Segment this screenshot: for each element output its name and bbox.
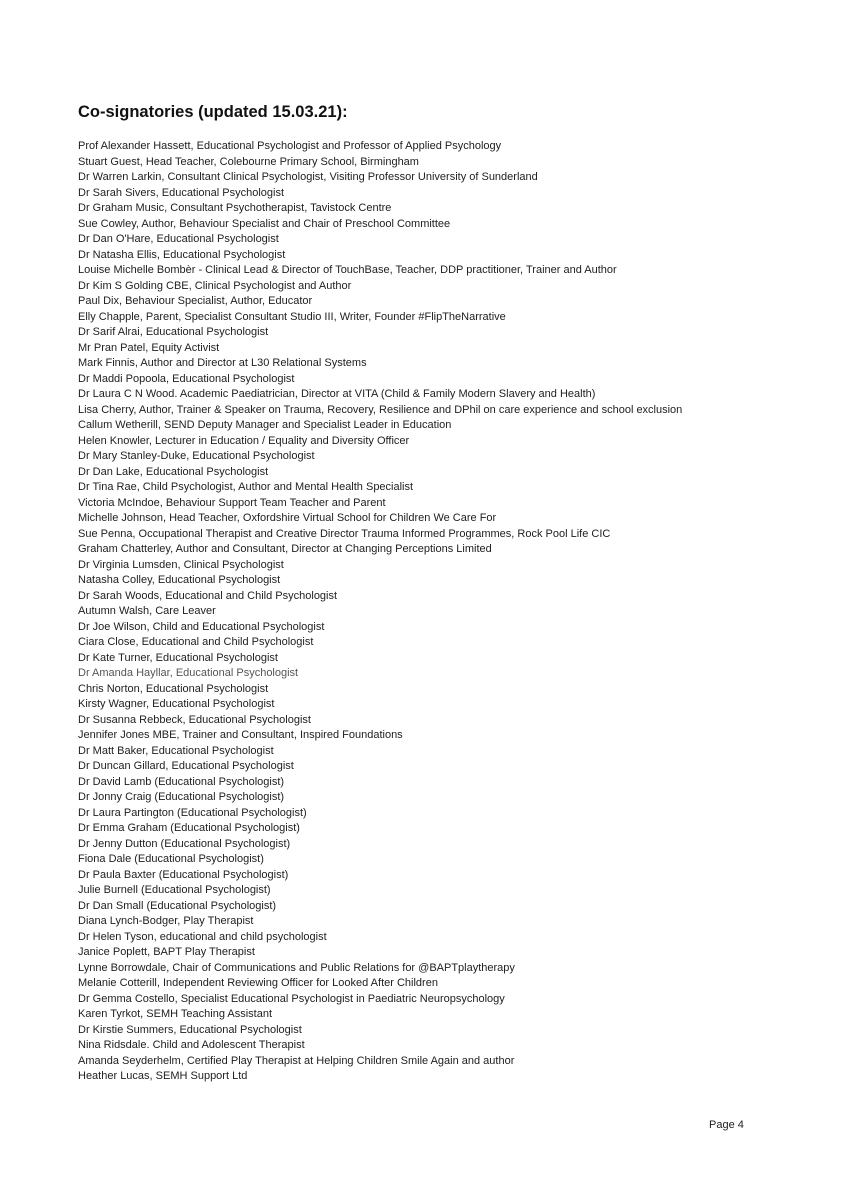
signatory-item: Diana Lynch-Bodger, Play Therapist bbox=[78, 915, 254, 927]
signatory-item: Dr Matt Baker, Educational Psychologist bbox=[78, 744, 274, 757]
signatory-item: Dr Joe Wilson, Child and Educational Psychologist bbox=[78, 620, 325, 633]
signatory-item: Dr Sarif Alrai, Educational Psychologist bbox=[78, 326, 269, 338]
signatory-item: Sue Penna, Occupational Therapist and Creative Director Trauma Informed Programmes, Rock Pool Life CIC bbox=[78, 527, 611, 540]
signatory-item: Dr Gemma Costello, Specialist Educational Psychologist in Paediatric Neuropsychology bbox=[78, 992, 505, 1005]
signatory-item: Ciara Close, Educational and Child Psychologist bbox=[78, 636, 314, 648]
page-number: Page 4 bbox=[709, 1119, 744, 1131]
signatory-item: Elly Chapple, Parent, Specialist Consultant Studio III, Writer, Founder #FlipTheNarrative bbox=[78, 310, 506, 323]
signatory-item: Stuart Guest, Head Teacher, Colebourne Primary School, Birmingham bbox=[78, 155, 419, 168]
signatory-item: Dr Tina Rae, Child Psychologist, Author and Mental Health Specialist bbox=[78, 481, 414, 493]
signatory-item: Dr David Lamb (Educational Psychologist) bbox=[78, 775, 285, 788]
signatory-item: Dr Paula Baxter (Educational Psychologist) bbox=[78, 868, 289, 881]
signatory-item: Victoria McIndoe, Behaviour Support Team Teacher and Parent bbox=[78, 496, 386, 509]
signatory-item: Dr Warren Larkin, Consultant Clinical Psychologist, Visiting Professor University of Sunderland bbox=[78, 171, 538, 183]
signatory-item: Natasha Colley, Educational Psychologist bbox=[78, 574, 281, 586]
signatory-item: Sue Cowley, Author, Behaviour Specialist and Chair of Preschool Committee bbox=[78, 217, 451, 230]
signatory-item: Nina Ridsdale. Child and Adolescent Therapist bbox=[78, 1039, 305, 1051]
signatory-item: Karen Tyrkot, SEMH Teaching Assistant bbox=[78, 1008, 273, 1020]
signatory-item: Dr Jonny Craig (Educational Psychologist) bbox=[78, 791, 285, 803]
signatory-item: Dr Dan O'Hare, Educational Psychologist bbox=[78, 233, 279, 245]
signatory-item: Dr Jenny Dutton (Educational Psychologist) bbox=[78, 837, 291, 850]
co-signatories-heading: Co-signatories (updated 15.03.21): bbox=[78, 103, 348, 121]
signatory-item: Mark Finnis, Author and Director at L30 Relational Systems bbox=[78, 357, 367, 369]
signatory-item: Fiona Dale (Educational Psychologist) bbox=[78, 853, 264, 865]
signatory-item: Dr Natasha Ellis, Educational Psychologist bbox=[78, 248, 286, 261]
signatory-item: Dr Graham Music, Consultant Psychotherapist, Tavistock Centre bbox=[78, 202, 392, 214]
signatory-item: Mr Pran Patel, Equity Activist bbox=[78, 341, 220, 354]
signatory-item: Kirsty Wagner, Educational Psychologist bbox=[78, 698, 275, 710]
signatory-item: Chris Norton, Educational Psychologist bbox=[78, 682, 269, 695]
signatory-item: Dr Virginia Lumsden, Clinical Psychologist bbox=[78, 558, 284, 571]
signatory-item: Dr Sarah Woods, Educational and Child Psychologist bbox=[78, 589, 338, 602]
signatory-item: Helen Knowler, Lecturer in Education / Equality and Diversity Officer bbox=[78, 434, 410, 447]
signatory-item: Dr Kirstie Summers, Educational Psychologist bbox=[78, 1023, 302, 1036]
signatory-item: Michelle Johnson, Head Teacher, Oxfordshire Virtual School for Children We Care For bbox=[78, 512, 497, 524]
signatory-item: Lisa Cherry, Author, Trainer & Speaker on Trauma, Recovery, Resilience and DPhil on care experience and school exclusion bbox=[78, 403, 683, 416]
signatory-item: Dr Susanna Rebbeck, Educational Psychologist bbox=[78, 713, 311, 726]
signatory-item: Julie Burnell (Educational Psychologist) bbox=[78, 884, 271, 896]
signatory-item: Dr Sarah Sivers, Educational Psychologist bbox=[78, 186, 285, 199]
signatory-item: Louise Michelle Bombèr - Clinical Lead & Director of TouchBase, Teacher, DDP practitioner, Trainer and Author bbox=[78, 264, 617, 276]
signatory-item: Melanie Cotterill, Independent Reviewing Officer for Looked After Children bbox=[78, 977, 438, 989]
signatory-item: Paul Dix, Behaviour Specialist, Author, Educator bbox=[78, 295, 313, 307]
signatory-item: Lynne Borrowdale, Chair of Communications and Public Relations for @BAPTplaytherapy bbox=[78, 961, 515, 974]
signatory-item: Dr Dan Small (Educational Psychologist) bbox=[78, 899, 277, 912]
signatory-item: Dr Amanda Hayllar, Educational Psychologist bbox=[78, 667, 299, 679]
signatory-item: Dr Emma Graham (Educational Psychologist) bbox=[78, 822, 300, 834]
signatory-item: Amanda Seyderhelm, Certified Play Therapist at Helping Children Smile Again and author bbox=[78, 1054, 515, 1067]
signatory-item: Jennifer Jones MBE, Trainer and Consultant, Inspired Foundations bbox=[78, 729, 403, 741]
signatory-item: Dr Helen Tyson, educational and child psychologist bbox=[78, 930, 327, 943]
signatory-item: Dr Mary Stanley-Duke, Educational Psychologist bbox=[78, 450, 315, 462]
signatory-item: Heather Lucas, SEMH Support Ltd bbox=[78, 1070, 248, 1082]
signatory-item: Dr Laura Partington (Educational Psychologist) bbox=[78, 806, 307, 819]
signatory-item: Prof Alexander Hassett, Educational Psychologist and Professor of Applied Psychology bbox=[78, 140, 502, 152]
signatory-item: Janice Poplett, BAPT Play Therapist bbox=[78, 946, 255, 958]
signatory-list bbox=[78, 139, 682, 1085]
signatory-item: Dr Maddi Popoola, Educational Psychologist bbox=[78, 372, 295, 385]
signatory-item: Autumn Walsh, Care Leaver bbox=[78, 605, 216, 617]
signatory-item: Dr Kate Turner, Educational Psychologist bbox=[78, 651, 278, 664]
signatory-item: Callum Wetherill, SEND Deputy Manager and Specialist Leader in Education bbox=[78, 419, 452, 431]
signatory-item: Dr Laura C N Wood. Academic Paediatrician, Director at VITA (Child & Family Modern Slavery and Health) bbox=[78, 388, 596, 400]
signatory-item: Dr Dan Lake, Educational Psychologist bbox=[78, 465, 269, 478]
signatory-item: Graham Chatterley, Author and Consultant, Director at Changing Perceptions Limited bbox=[78, 543, 492, 555]
signatory-item: Dr Duncan Gillard, Educational Psychologist bbox=[78, 760, 294, 772]
signatory-item: Dr Kim S Golding CBE, Clinical Psychologist and Author bbox=[78, 279, 352, 292]
